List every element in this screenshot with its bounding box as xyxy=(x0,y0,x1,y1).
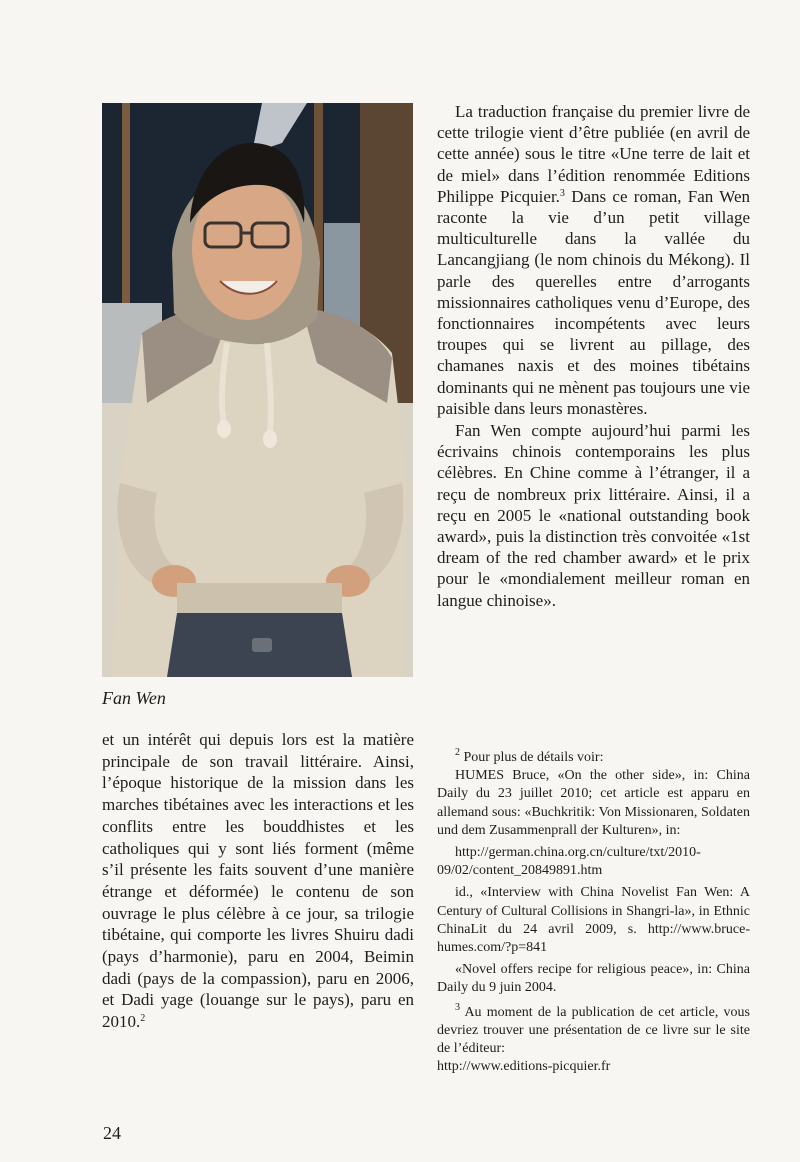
footnote-2-novel: «Novel offers recipe for religious peace», in: China Daily du 9 juin 2004. xyxy=(437,962,750,996)
footnote-ref[interactable]: 2 xyxy=(140,1013,146,1025)
portrait-illustration xyxy=(102,103,413,677)
paragraph-translation xyxy=(437,101,750,419)
footnote-text: Pour plus de détails voir: xyxy=(460,750,604,765)
footnote-2-interview xyxy=(437,884,750,957)
footnote-2-intro xyxy=(437,749,750,767)
footnote-2-url-1[interactable]: http://german.china.org.cn/culture/txt/2010-09/02/content_20849891.htm xyxy=(437,845,701,879)
paragraph-text: Dans ce roman, Fan Wen raconte la vie d’un petit village multiculturelle dans la vallée du Lancangjiang (le nom chinois du Mékong). Il parle des querelles entre d’arrogants missionnaires catholiques venu d’Europe, des fonctionnaires incompétents avec leurs troupes qui se livrent au pillage, des chamanes naxis et des moines tibétains dominants qui ne mènent pas toujours une vie paisible dans leurs monastères. xyxy=(437,186,750,418)
footnote-text: Au moment de la publication de cet article, vous devriez trouver une présentation de ce livre sur le site de l’éditeur: xyxy=(437,1004,750,1057)
author-photo xyxy=(102,103,413,677)
right-column xyxy=(437,101,750,611)
footnotes xyxy=(437,749,750,1082)
page-number: 24 xyxy=(103,1123,121,1143)
paragraph-text: et un intérêt qui depuis lors est la matière principale de son travail littéraire. Ainsi, l’époque historique de la mission dans les marches tibétaines avec les interactions et les conflits entre les bouddhistes et les catholiques qui y sont liés forment (même s’il présente les faits souvent d’une manière étrange et déformée) le contenu de son ouvrage le plus célèbre à ce jour, sa trilogie tibétaine, qui comporte les livres Shuiru dadi (pays d’harmonie), paru en 2004, Beimin dadi (pays de la compassion), paru en 2006, et Dadi yage (louange sur le pays), paru en 2010. xyxy=(102,730,414,1032)
photo-caption: Fan Wen xyxy=(102,688,166,708)
footnote-mark: 2 xyxy=(455,747,460,758)
footnote-2-humes: HUMES Bruce, «On the other side», in: China Daily du 23 juillet 2010; cet article est apparu en allemand sous: «Buchkritik: Von Missionaren, Soldaten und dem Zusammenprall der Kulturen», in: xyxy=(437,768,750,838)
footnote-3 xyxy=(437,1001,750,1077)
footnote-mark: 3 xyxy=(455,1001,460,1013)
footnote-2-url-2[interactable]: http://www.bruce-humes.com/?p=841 xyxy=(437,921,750,956)
footnote-text: id., «Interview with China Novelist Fan Wen: A Century of Cultural Collisions in Shangri-la», in Ethnic ChinaLit du 24 avril 2009, s. xyxy=(437,885,750,937)
footnote-3-text xyxy=(437,1001,750,1059)
paragraph-trilogy xyxy=(102,729,414,1033)
footnote-ref[interactable]: 3 xyxy=(559,187,565,199)
paragraph-text: La traduction française du premier livre de cette trilogie vient d’être publiée (en avril de cette année) sous le titre «Une terre de lait et de miel» dans l’édition renommée Editions Philippe Picquier. xyxy=(437,102,750,206)
left-column xyxy=(102,729,414,1033)
footnote-3-url[interactable]: http://www.editions-picquier.fr xyxy=(437,1059,611,1075)
paragraph-awards: Fan Wen compte aujourd’hui parmi les écrivains chinois contemporains les plus célèbres. En Chine comme à l’étranger, il a reçu de nombreux prix littéraire. Ainsi, il a reçu en 2005 le «national outstanding book award», puis la distinction très convoitée «1st dream of the red chamber award» et le prix pour le «mondialement meilleur roman en langue chinoise». xyxy=(437,421,750,610)
footnote-2 xyxy=(437,749,750,998)
